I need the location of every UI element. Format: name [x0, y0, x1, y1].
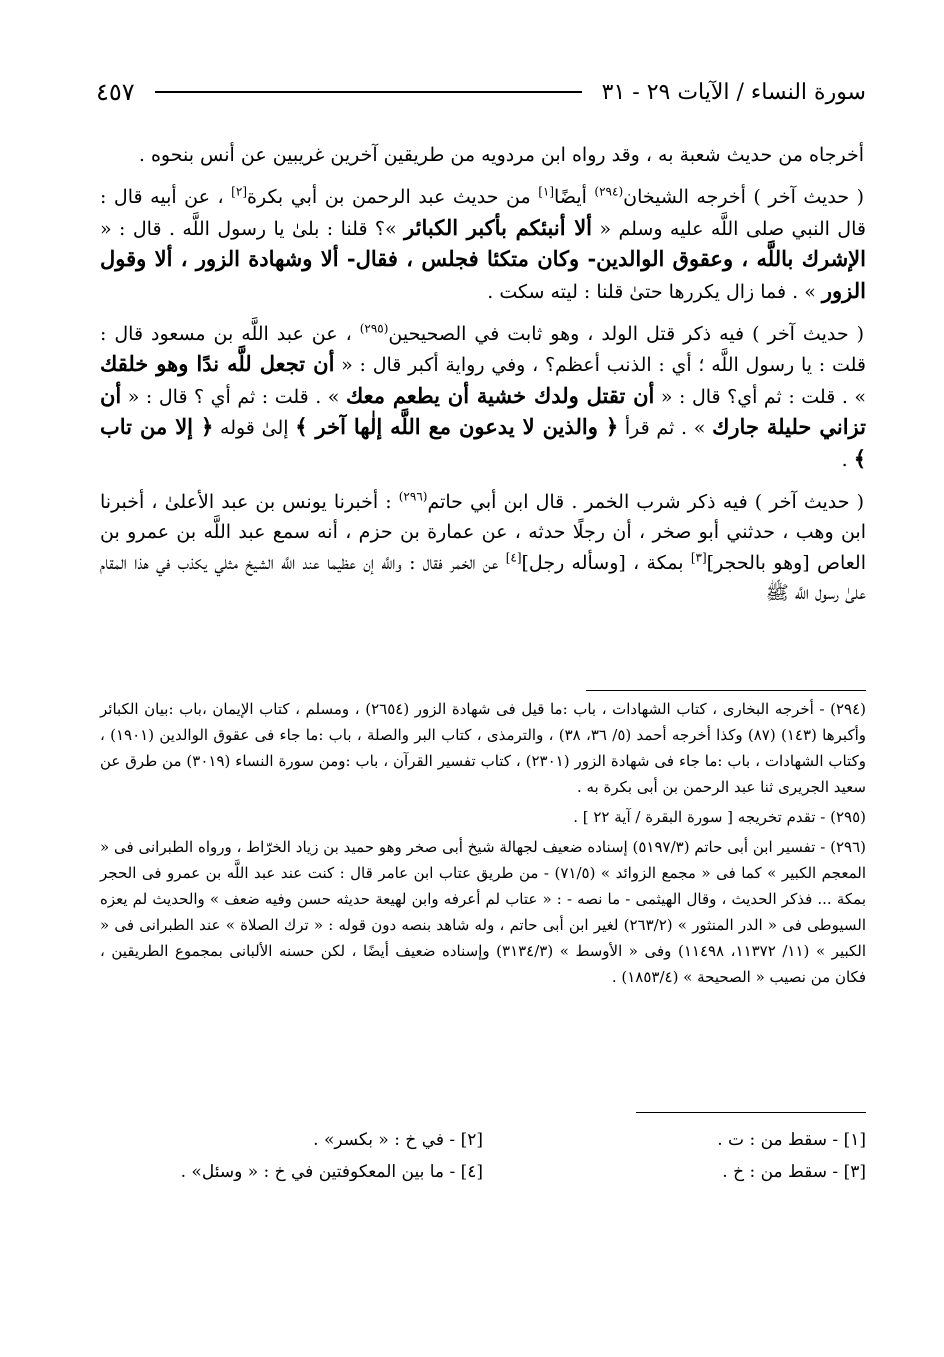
quran-verse: ﴿ إلا من تاب ﴾: [100, 414, 866, 471]
text-run: ( حديث آخر ) فيه ذكر قتل الولد ، وهو ثابت في الصحيحين: [388, 323, 864, 346]
text-run: » . فما زال يكررها حتىٰ قلنا : ليته سكت .: [487, 280, 822, 303]
notes-separator: [636, 1112, 866, 1113]
text-run: ( حديث آخر ) فيه ذكر شرب الخمر . قال ابن أبي حاتم: [427, 491, 864, 514]
hadith-quote: أن تزاني حليلة جارك: [100, 382, 866, 440]
footnote-ref: (٢٩٥): [359, 321, 389, 336]
footnote: [100, 804, 866, 830]
text-run: إلىٰ قوله: [213, 417, 296, 440]
footnote-text: - تقدم تخريجه [ سورة البقرة / آية ٢٢ ] .: [573, 808, 831, 826]
footnote-ref: (٢٩٦): [398, 489, 428, 504]
note-ref: [٣]: [690, 550, 707, 565]
paragraph-2: [100, 182, 866, 307]
note-ref: [٤]: [505, 550, 522, 565]
hadith-quote: ألا أنبئكم بأكبر الكبائر: [404, 214, 593, 240]
footnote-text: - أخرجه البخارى ، كتاب الشهادات ، باب :ما قيل فى شهادة الزور (٢٦٥٤) ، ومسلم ، كتاب الإيمان ،باب :بيان الكبائر وأكبرها (١٤٣) (٨٧) وكذا أخرجه أحمد (٥/ ٣٦، ٣٨) ، والترمذى ، كتاب البر والصلة ، باب :ما جاء فى عقوق الوالدين (١٩٠١) ، وكتاب الشهادات ، باب :ما جاء فى شهادة الزور (٢٣٠١) ، كتاب تفسير القرآن ، باب :ومن سورة النساء (٣٠١٩) من طرق عن سعيد الجريرى ثنا عبد الرحمن بن أبى بكرة به .: [100, 700, 867, 796]
note-ref: [١]: [538, 185, 555, 200]
text-run: من حديث عبد الرحمن بن أبي بكرة: [247, 186, 539, 209]
main-text: [100, 140, 866, 621]
footnote-separator: [586, 690, 866, 691]
text-run: أيضًا: [554, 186, 595, 209]
paragraph-4: [100, 487, 866, 609]
footnote-text: - تفسير ابن أبى حاتم (٥١٩٧/٣) إسناده ضعيف لجهالة شيخ أبى صخر وهو حميد بن زياد الخرّاط ، ورواه الطبرانى فى « المعجم الكبير » كما فى « مجمع الزوائد » (٧١/٥) - من طريق عتاب ابن عامر قال : كنت عند عبد اللَّه بن عمرو فى الحجر بمكة ... فذكر الحديث ، وقال الهيثمى - ما نصه - : « عتاب لم أعرفه وابن لهيعة حديثه حسن وفيه ضعف » والحديث لم يعزه السيوطى فى « الدر المنثور » (٢٦٣/٢) لغير ابن أبى حاتم ، وله شاهد بنصه دون قوله : « ترك الصلاة » عند الطبرانى فى « الكبير » (١١/ ١١٣٧٢، ١١٤٩٨) وفى « الأوسط » (٣١٣٤/٣) وإسناده ضعيف أيضًا ، لكن حسنه الألبانى بمجموع الطريقين ، فكان من نصيب « الصحيحة » (١٨٥٣/٤) .: [100, 838, 867, 986]
text-run: عن الخمر فقال : واللَّه إن عظيما عند اللَّه الشيخ مثلي يكذب في هذا المقام علىٰ رسول اللَّه ﷺ: [100, 551, 866, 605]
text-run: ، عن عبد اللَّه بن مسعود قال : قلت : يا رسول اللَّه ؛ أي : الذنب أعظم؟ ، وفي رواية أكبر قال : «: [100, 323, 866, 377]
paragraph-3: [100, 319, 866, 475]
manuscript-note: [٣] - سقط من : خ .: [722, 1162, 866, 1182]
page-header: [96, 72, 866, 112]
notes-row: [100, 1124, 866, 1156]
text-run: .: [841, 448, 854, 471]
header-rule: [155, 91, 582, 93]
manuscript-notes: [100, 1124, 866, 1188]
footnote: [100, 834, 866, 990]
text-run: بمكة ، [وسأله رجل]: [521, 551, 691, 574]
text-run: ( حديث آخر ) أخرجه الشيخان: [623, 186, 865, 209]
footnote-number: (٢٩٥): [830, 808, 866, 826]
manuscript-note: [١] - سقط من : ت .: [717, 1130, 866, 1150]
footnote-number: (٢٩٦): [830, 838, 866, 856]
quran-verse: ﴿ والذين لا يدعون مع اللَّه إلٰها آخر ﴾: [295, 414, 619, 440]
notes-row: [100, 1156, 866, 1188]
hadith-quote: أن تقتل ولدك خشية أن يطعم معك: [345, 382, 655, 408]
running-title: سورة النساء / الآيات ٢٩ - ٣١: [601, 79, 866, 105]
footnote: [100, 696, 866, 800]
note-ref: [٢]: [231, 185, 247, 200]
footnote-ref: (٢٩٤): [594, 185, 624, 200]
text-run: » . ثم قرأ: [618, 417, 713, 440]
manuscript-note: [٢] - في خ : « بكسر» .: [313, 1130, 483, 1150]
footnotes: [100, 696, 866, 994]
text-run: » . قلت : ثم أي؟ قال : «: [654, 385, 866, 408]
hadith-quote: أن تجعل للَّه ندًا وهو خلقك: [100, 351, 335, 377]
page-number: ٤٥٧: [96, 78, 135, 106]
footnote-number: (٢٩٤): [830, 700, 867, 718]
text-run: : أخبرنا يونس بن عبد الأعلىٰ ، أخبرنا ابن وهب ، حدثني أبو صخر ، أن رجلًا حدثه ، عن عمارة بن حزم ، أنه سمع عبد اللَّه بن عمرو بن العاص [وهو بالحجر]: [100, 491, 866, 574]
paragraph-1: أخرجاه من حديث شعبة به ، وقد رواه ابن مردويه من طريقين آخرين غريبين عن أنس بنحوه .: [138, 144, 864, 166]
text-run: ، عن أبيه قال : قال النبي صلى اللَّه عليه وسلم «: [100, 186, 866, 240]
text-run: »؟ قلنا : بلىٰ يا رسول اللَّه . قال : «: [100, 217, 405, 240]
hadith-quote: الإشرك باللَّه ، وعقوق الوالدين- وكان متكئا فجلس ، فقال- ألا وشهادة الزور ، ألا وقول الزور: [100, 246, 866, 303]
manuscript-note: [٤] - ما بين المعكوفتين في خ : « وسئل» .: [180, 1162, 483, 1182]
text-run: » . قلت : ثم أي ؟ قال : «: [121, 385, 346, 408]
